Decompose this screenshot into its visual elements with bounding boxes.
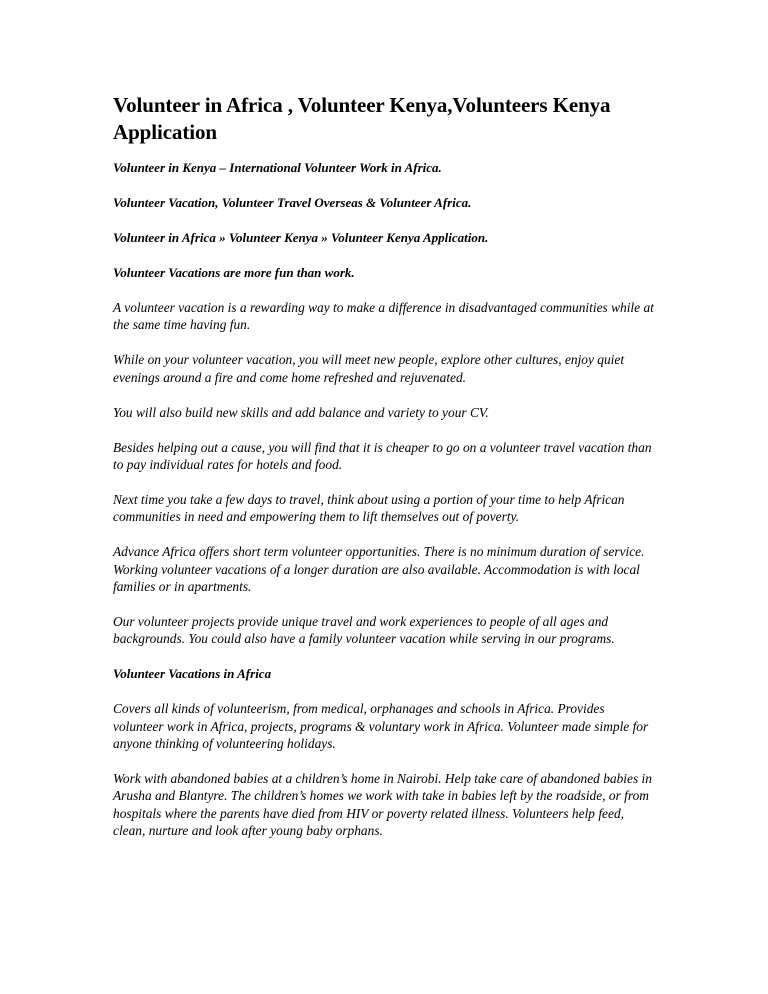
section-heading: Volunteer Vacations in Africa [113, 666, 272, 682]
paragraph-next-time: Next time you take a few days to travel, think about using a portion of your time to help African communities in need and empowering them to lift themselves out of poverty. [113, 491, 625, 525]
paragraph-skills: You will also build new skills and add balance and variety to your CV. [113, 404, 489, 420]
subheading-fun: Volunteer Vacations are more fun than work. [113, 265, 355, 280]
paragraph-covers: Covers all kinds of volunteerism, from medical, orphanages and schools in Africa. Provides volunteer work in Africa, projects, programs & voluntary work in Africa. Volunteer made simple for anyone thinking of volunteering holidays. [113, 701, 649, 751]
subheading-kenya: Volunteer in Kenya – International Volunteer Work in Africa. [113, 160, 442, 175]
paragraph-babies: Work with abandoned babies at a children’s home in Nairobi. Help take care of abandoned babies in Arusha and Blantyre. The children’s homes we work with take in babies left by the roadside, or from hospitals where the parents have died from HIV or poverty related illness. Volunteers help feed, clean, nurture and look after young baby orphans. [113, 770, 652, 839]
subheading-vacation: Volunteer Vacation, Volunteer Travel Overseas & Volunteer Africa. [113, 195, 472, 210]
paragraph-rewarding: A volunteer vacation is a rewarding way to make a difference in disadvantaged communities while at the same time having fun. [113, 300, 654, 333]
breadcrumb-heading: Volunteer in Africa » Volunteer Kenya » Volunteer Kenya Application. [113, 230, 489, 245]
paragraph-projects: Our volunteer projects provide unique travel and work experiences to people of all ages and backgrounds. You could also have a family volunteer vacation while serving in our programs. [113, 613, 615, 647]
document-title: Volunteer in Africa , Volunteer Kenya,Volunteers Kenya Application [113, 93, 611, 144]
paragraph-meet-people: While on your volunteer vacation, you will meet new people, explore other cultures, enjoy quiet evenings around a fire and come home refreshed and rejuvenated. [113, 352, 625, 385]
paragraph-advance-africa: Advance Africa offers short term volunteer opportunities. There is no minimum duration of service. Working volunteer vacations of a longer duration are also available. Accommodation is with local families or in apartments. [113, 544, 645, 594]
paragraph-cheaper: Besides helping out a cause, you will find that it is cheaper to go on a volunteer travel vacation than to pay individual rates for hotels and food. [113, 439, 652, 472]
